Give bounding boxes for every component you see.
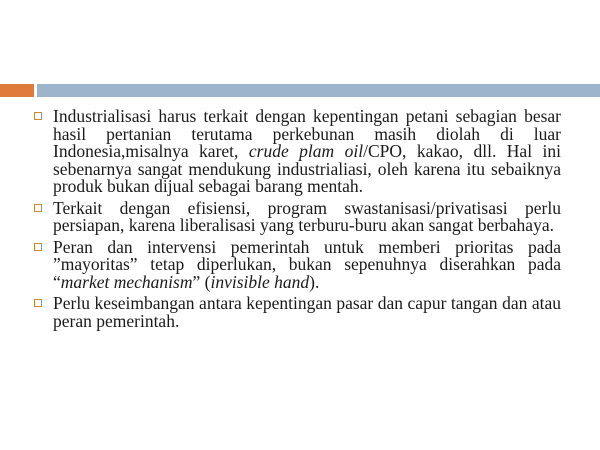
square-bullet-icon <box>33 295 53 315</box>
bullet-item-4 <box>33 295 561 330</box>
bullet-item-1 <box>33 108 561 196</box>
accent-bar-blue <box>37 84 600 97</box>
square-bullet-icon <box>33 108 53 128</box>
accent-bar-orange <box>0 84 34 97</box>
square-bullet-icon <box>33 239 53 259</box>
bullet-list <box>33 108 561 334</box>
bullet-text-2: Terkait dengan efisiensi, program swastanisasi/privatisasi perlu persiapan, karena liberalisasi yang terburu-buru akan sangat berbahaya. <box>53 197 561 235</box>
square-bullet-icon <box>33 200 53 220</box>
bullet-item-2 <box>33 197 561 235</box>
bullet-text-3: Peran dan intervensi pemerintah untuk memberi prioritas pada ”mayoritas” tetap diperlukan, bukan sepenuhnya diserahkan pada “market mechanism” (invisible hand). <box>53 236 561 292</box>
bullet-text-1: Industrialisasi harus terkait dengan kepentingan petani sebagian besar hasil pertanian terutama perkebunan masih diolah di luar Indonesia,misalnya karet, crude plam oil/CPO, kakao, dll. Hal ini sebenarnya sangat mendukung industrialiasi, oleh karena itu sebaiknya produk bukan dijual sebagai barang mentah. <box>53 106 561 196</box>
bullet-item-3 <box>33 236 561 292</box>
bullet-text-4: Perlu keseimbangan antara kepentingan pasar dan capur tangan dan atau peran pemerintah. <box>53 293 561 331</box>
